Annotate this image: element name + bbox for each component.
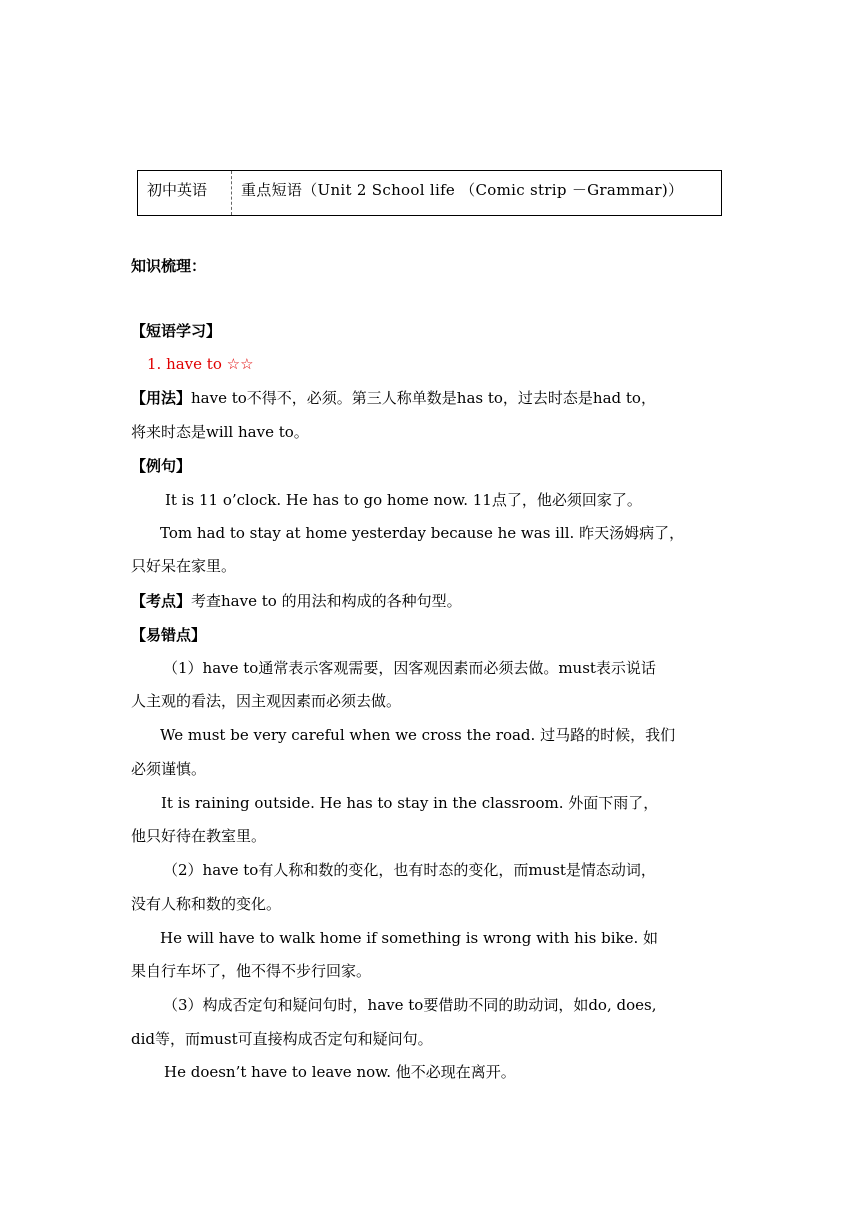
usage-text-1: have to不得不，必须。第三人称单数是has to，过去时态是had to， (191, 389, 656, 407)
mistake-2-line-1: （2）have to有人称和数的变化，也有时态的变化，而must是情态动词， (163, 861, 656, 879)
example-1: It is 11 o’clock. He has to go home now. 11点了，他必须回家了。 (165, 491, 642, 509)
usage-line-2: 将来时态是will have to。 (131, 423, 309, 441)
test-point-label: 【考点】 (131, 592, 192, 610)
example-2-line-2: 只好呆在家里。 (131, 557, 237, 575)
header-table (137, 170, 722, 216)
usage-line-1 (131, 388, 731, 408)
example-2-line-1: Tom had to stay at home yesterday because he was ill. 昨天汤姆病了， (160, 524, 685, 542)
mistake-example-3-line-2: 果自行车坏了，他不得不步行回家。 (131, 962, 372, 980)
examples-label: 【例句】 (131, 457, 192, 475)
mistake-example-2-line-2: 他只好待在教室里。 (131, 827, 267, 845)
test-point-text: 考查have to 的用法和构成的各种句型。 (191, 592, 462, 610)
phrase-heading: 【短语学习】 (131, 322, 222, 340)
mistake-example-4: He doesn’t have to leave now. 他不必现在离开。 (164, 1063, 516, 1081)
mistake-example-2-line-1: It is raining outside. He has to stay in the classroom. 外面下雨了， (161, 794, 659, 812)
mistakes-label: 【易错点】 (131, 626, 207, 644)
mistake-3-line-2: did等，而must可直接构成否定句和疑问句。 (131, 1030, 433, 1048)
item-1-title: 1. have to ☆☆ (147, 355, 254, 373)
mistake-3-line-1: （3）构成否定句和疑问句时，have to要借助不同的助动词，如do, does, (163, 996, 657, 1014)
subject-cell: 初中英语 (138, 171, 232, 215)
mistake-example-1-line-2: 必须谨慎。 (131, 760, 207, 778)
usage-label: 【用法】 (131, 389, 192, 407)
mistake-example-1-line-1: We must be very careful when we cross the road. 过马路的时候，我们 (160, 726, 676, 744)
mistake-2-line-2: 没有人称和数的变化。 (131, 895, 282, 913)
mistake-example-3-line-1: He will have to walk home if something is wrong with his bike. 如 (160, 929, 658, 947)
test-point-line (131, 591, 731, 611)
knowledge-heading: 知识梳理： (131, 257, 207, 275)
mistake-1-line-1: （1）have to通常表示客观需要，因客观因素而必须去做。must表示说话 (163, 659, 656, 677)
mistake-1-line-2: 人主观的看法，因主观因素而必须去做。 (131, 692, 402, 710)
lesson-title-cell: 重点短语（Unit 2 School life （Comic strip －Grammar)） (241, 181, 684, 199)
